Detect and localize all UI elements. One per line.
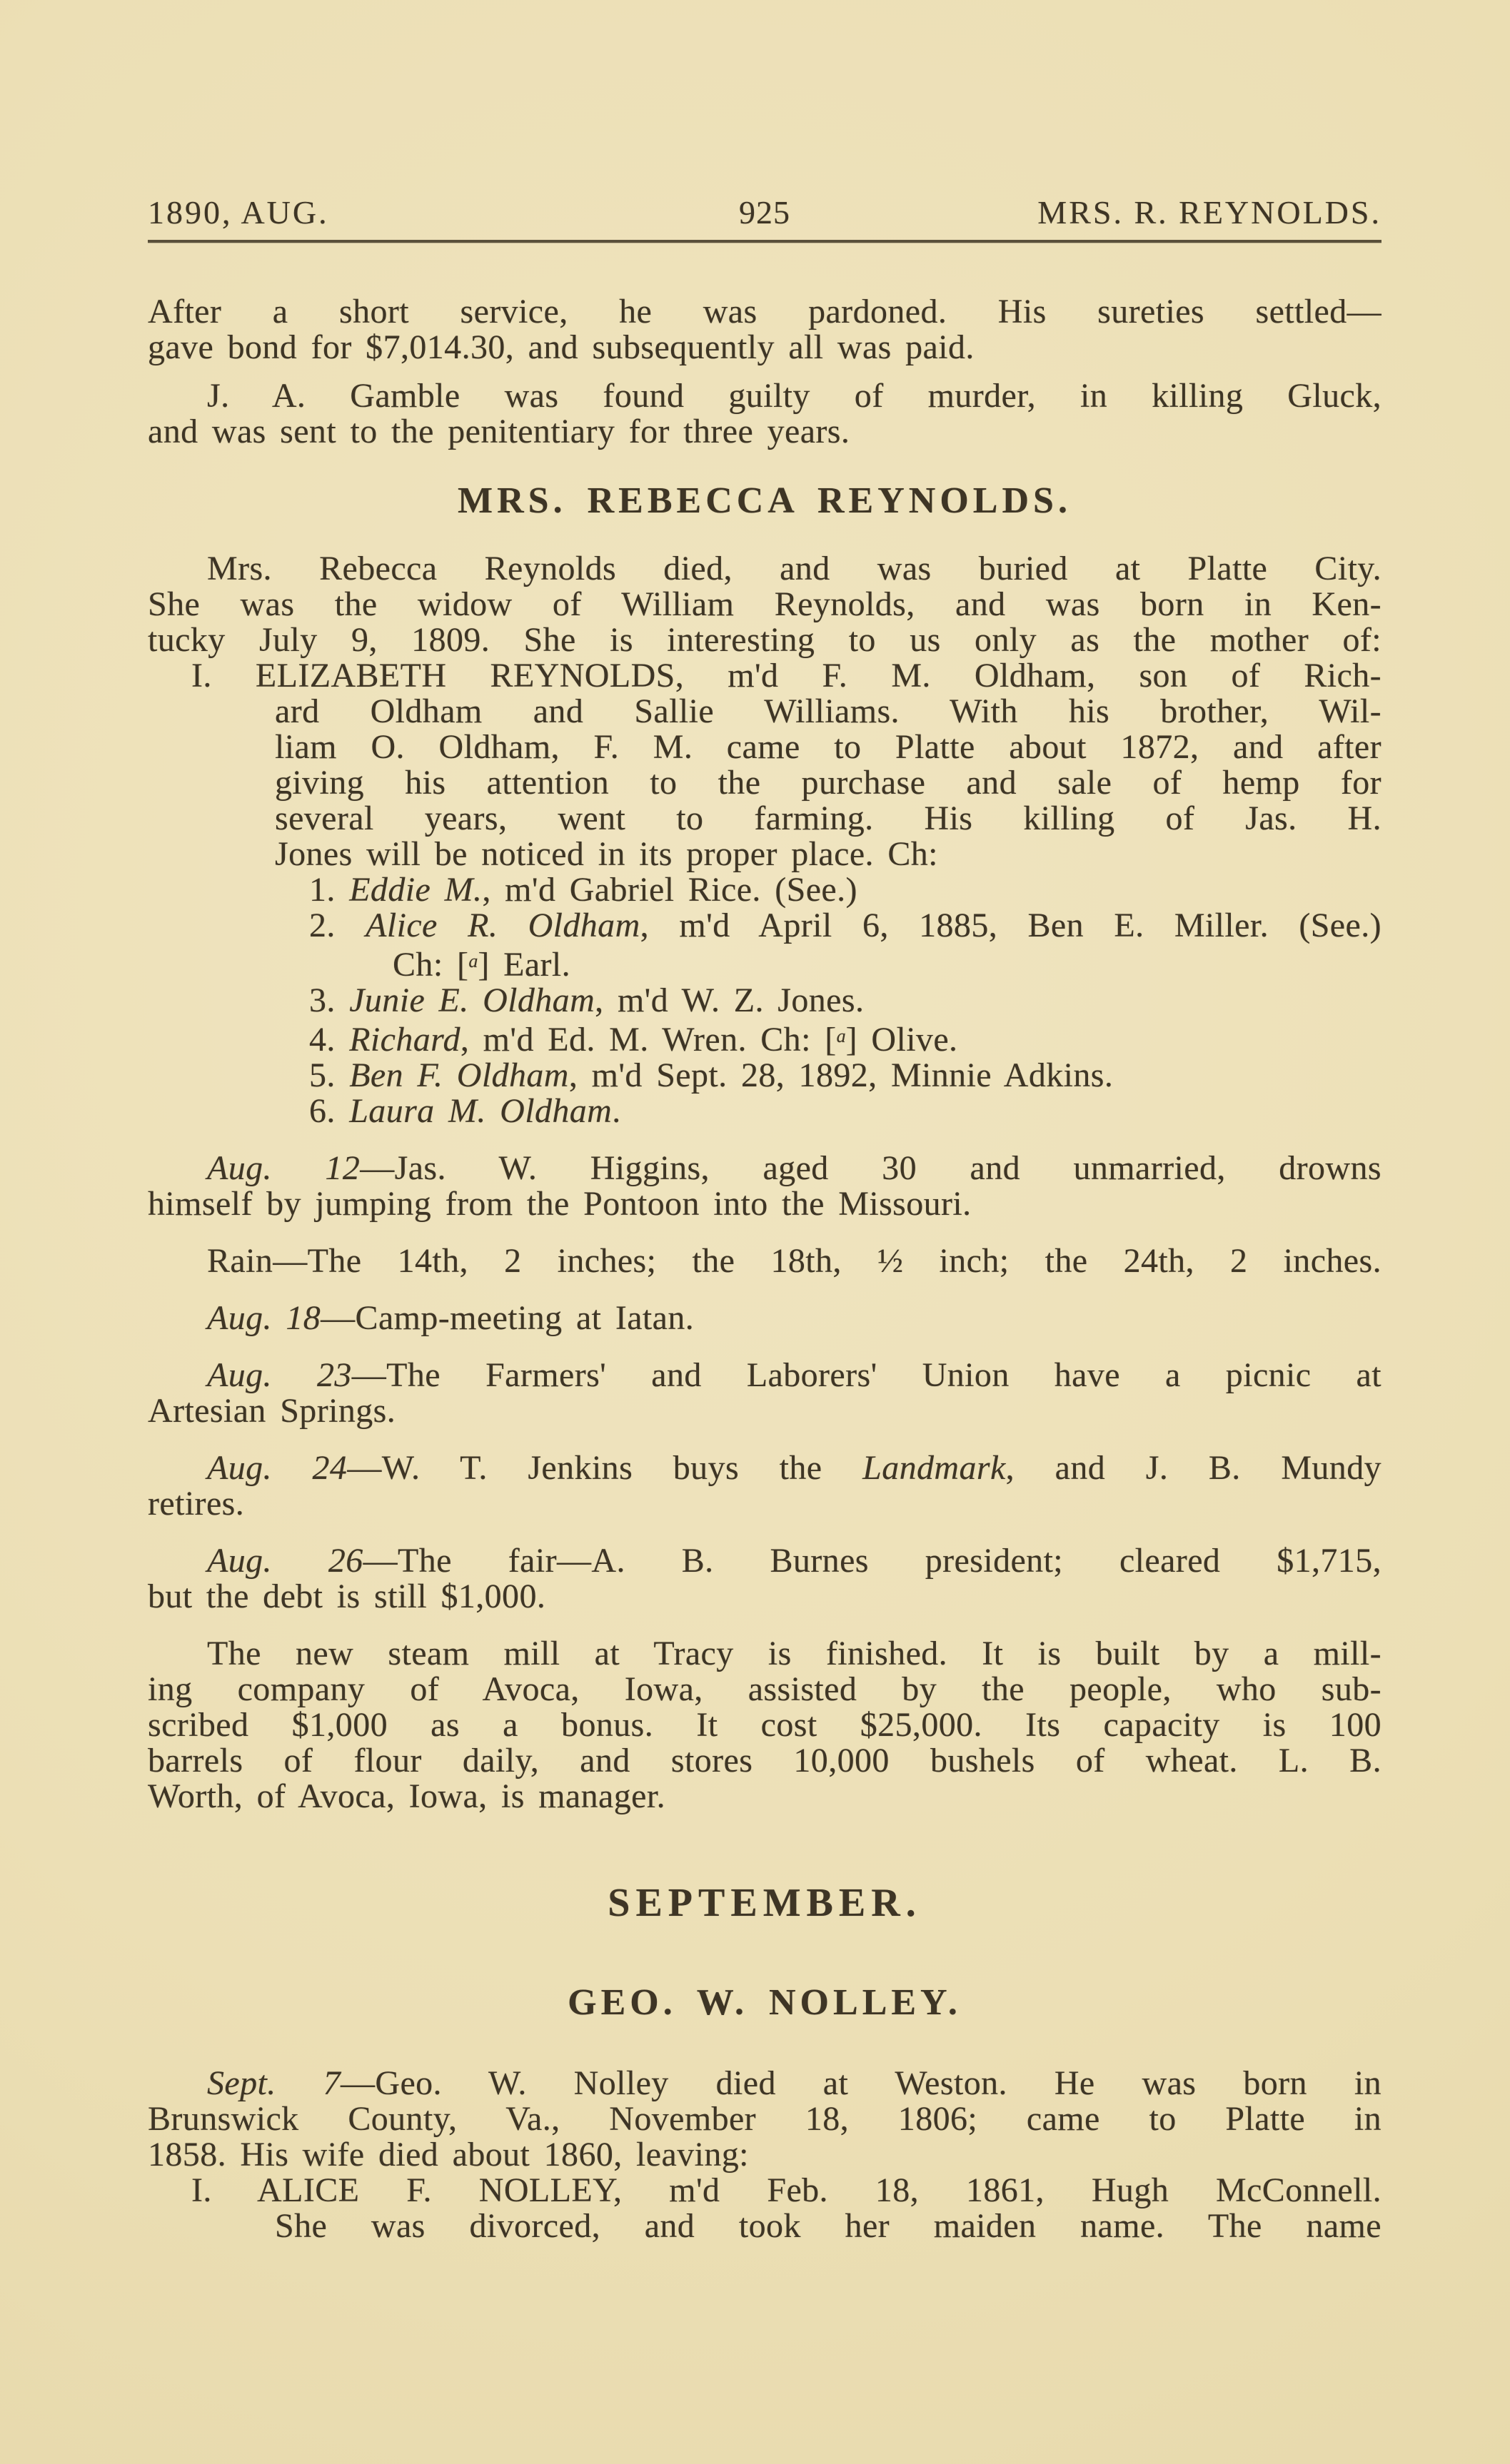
text-run: Rain—The 14th, 2 inches; the 18th, ½ inch; the 24th, 2 inches. <box>207 1242 1381 1280</box>
text-line <box>148 1358 1381 1393</box>
text-line <box>191 2171 1381 2209</box>
text-line <box>275 765 1381 801</box>
text-run: 4. <box>309 1021 350 1059</box>
text-run: The new steam mill at Tracy is finished. It is built by a mill- <box>207 1635 1381 1672</box>
text-line <box>393 944 1381 983</box>
text-run: Worth, of Avoca, Iowa, is manager. <box>148 1777 665 1815</box>
text-line <box>148 587 1381 622</box>
text-run: I. ELIZABETH REYNOLDS, m'd F. M. Oldham, son of Rich- <box>191 657 1381 695</box>
entry-aug-12 <box>148 1151 1381 1222</box>
text-line <box>148 330 1381 365</box>
text-line <box>309 1019 1381 1058</box>
text-run: I. ALICE F. NOLLEY, m'd Feb. 18, 1861, Hugh McConnell. <box>191 2171 1381 2209</box>
italic-text: Laura M. Oldham <box>349 1092 613 1130</box>
text-line <box>148 551 1381 587</box>
text-run: tucky July 9, 1809. She is interesting to us only as the mother of: <box>148 621 1381 659</box>
text-line <box>148 1301 1381 1336</box>
text-line <box>148 1981 1381 2024</box>
italic-text: Landmark <box>862 1449 1006 1487</box>
text-run: J. A. Gamble was found guilty of murder, in killing Gluck, <box>207 377 1381 415</box>
text-run: but the debt is still $1,000. <box>148 1577 546 1615</box>
page-content <box>148 194 1381 2244</box>
text-line <box>148 1186 1381 1222</box>
text-line <box>275 801 1381 837</box>
text-line <box>148 1151 1381 1186</box>
text-run: Jones will be noticed in its proper place. Ch: <box>275 835 938 873</box>
text-run: , and J. B. Mundy <box>1005 1449 1382 1487</box>
entry-aug-18 <box>148 1301 1381 1336</box>
text-run: gave bond for $7,014.30, and subsequently all was paid. <box>148 328 975 366</box>
text-line <box>148 1672 1381 1707</box>
text-run: liam O. Oldham, F. M. came to Platte about 1872, and after <box>275 728 1381 766</box>
text-run: —W. T. Jenkins buys the <box>347 1449 863 1487</box>
text-run: 3. <box>309 981 350 1019</box>
text-line <box>148 1707 1381 1743</box>
text-run: retires. <box>148 1485 245 1523</box>
child-item-6 <box>148 1094 1381 1129</box>
text-run: Mrs. Rebecca Reynolds died, and was buried at Platte City. <box>207 550 1381 587</box>
text-run: —The Farmers' and Laborers' Union have a picnic at <box>351 1356 1381 1394</box>
text-line <box>148 1543 1381 1579</box>
text-line <box>309 908 1381 944</box>
doc-body <box>148 294 1381 2244</box>
text-line <box>275 2208 1381 2244</box>
text-line <box>148 1450 1381 1486</box>
child-sub-earl <box>148 944 1381 983</box>
paragraph-pardoned <box>148 294 1381 365</box>
entry-alice-nolley <box>148 2173 1381 2244</box>
text-line <box>148 378 1381 414</box>
italic-text: Ben F. Oldham <box>349 1056 569 1094</box>
text-run: MRS. REBECCA REYNOLDS. <box>458 480 1072 521</box>
text-run: ard Oldham and Sallie Williams. With his brother, Wil- <box>275 692 1381 730</box>
italic-text: Eddie M. <box>349 871 483 909</box>
heading-september <box>148 1880 1381 1926</box>
italic-text: Aug. 24 <box>207 1449 348 1487</box>
text-run: . <box>612 1092 621 1130</box>
text-line <box>309 1094 1381 1129</box>
text-run: She was the widow of William Reynolds, and was born in Ken- <box>148 585 1381 623</box>
entry-aug-26 <box>148 1543 1381 1615</box>
text-line <box>309 983 1381 1019</box>
text-run: several years, went to farming. His killing of Jas. H. <box>275 799 1381 837</box>
text-line <box>148 1636 1381 1672</box>
child-item-5 <box>148 1058 1381 1094</box>
text-run: , m'd Gabriel Rice. (See.) <box>482 871 857 909</box>
text-run: barrels of flour daily, and stores 10,000 bushels of wheat. L. B. <box>148 1742 1381 1779</box>
text-run: ] Olive. <box>845 1021 958 1059</box>
text-run: Artesian Springs. <box>148 1392 396 1430</box>
paragraph-steam-mill <box>148 1636 1381 1814</box>
text-run: 2. <box>309 907 366 944</box>
italic-text: Richard <box>349 1021 460 1059</box>
text-run: Ch: [ <box>393 946 469 984</box>
text-run: SEPTEMBER. <box>608 1881 922 1925</box>
text-run: Brunswick County, Va., November 18, 1806; came to Platte in <box>148 2100 1381 2138</box>
text-line <box>148 2066 1381 2101</box>
text-line <box>148 1880 1381 1926</box>
text-line <box>148 1579 1381 1615</box>
heading-geo-nolley <box>148 1981 1381 2024</box>
text-line <box>148 414 1381 450</box>
paragraph-rebecca-bio <box>148 551 1381 658</box>
text-line <box>309 1058 1381 1094</box>
heading-rebecca-reynolds <box>148 480 1381 522</box>
text-run: ing company of Avoca, Iowa, assisted by the people, who sub- <box>148 1670 1381 1708</box>
text-run: —The fair—A. B. Burnes president; cleared $1,715, <box>363 1542 1381 1580</box>
entry-aug-23 <box>148 1358 1381 1429</box>
child-item-3 <box>148 983 1381 1019</box>
text-run: GEO. W. NOLLEY. <box>568 1982 962 2023</box>
child-item-1 <box>148 872 1381 908</box>
text-run: giving his attention to the purchase and sale of hemp for <box>275 764 1381 802</box>
text-line <box>148 1393 1381 1429</box>
footnote-marker: a <box>836 1026 846 1046</box>
text-run: —Jas. W. Higgins, aged 30 and unmarried, drowns <box>360 1149 1381 1187</box>
text-run: scribed $1,000 as a bonus. It cost $25,000. Its capacity is 100 <box>148 1706 1381 1744</box>
text-line <box>148 1743 1381 1779</box>
running-head-title: MRS. R. REYNOLDS. <box>1037 194 1381 231</box>
entry-rain <box>148 1243 1381 1279</box>
text-line <box>191 657 1381 695</box>
text-line <box>148 480 1381 522</box>
text-run: , m'd April 6, 1885, Ben E. Miller. (See.) <box>640 907 1381 944</box>
text-line <box>275 729 1381 765</box>
text-run: , m'd W. Z. Jones. <box>595 981 865 1019</box>
italic-text: Aug. 18 <box>207 1299 321 1337</box>
text-line <box>148 2101 1381 2137</box>
text-run: —Camp-meeting at Iatan. <box>321 1299 695 1337</box>
child-item-4 <box>148 1019 1381 1058</box>
text-run: —Geo. W. Nolley died at Weston. He was born in <box>340 2064 1381 2102</box>
entry-sept-7 <box>148 2066 1381 2173</box>
paragraph-gamble <box>148 378 1381 450</box>
text-run: , m'd Sept. 28, 1892, Minnie Adkins. <box>568 1056 1114 1094</box>
text-run: ] Earl. <box>478 946 571 984</box>
text-line <box>309 872 1381 908</box>
text-line <box>148 1486 1381 1522</box>
text-line <box>275 694 1381 729</box>
text-line <box>275 837 1381 872</box>
entry-aug-24 <box>148 1450 1381 1522</box>
text-run: 1858. His wife died about 1860, leaving: <box>148 2136 749 2173</box>
text-run: himself by jumping from the Pontoon into the Missouri. <box>148 1185 972 1223</box>
text-line <box>148 2137 1381 2173</box>
entry-elizabeth-reynolds <box>148 658 1381 872</box>
head-rule <box>148 240 1381 243</box>
text-run: 6. <box>309 1092 350 1130</box>
italic-text: Sept. 7 <box>207 2064 341 2102</box>
child-item-2 <box>148 908 1381 944</box>
text-line <box>148 1243 1381 1279</box>
text-run: and was sent to the penitentiary for three years. <box>148 413 850 450</box>
italic-text: Alice R. Oldham <box>366 907 640 944</box>
italic-text: Aug. 26 <box>207 1542 363 1580</box>
text-line <box>148 294 1381 330</box>
text-run: She was divorced, and took her maiden name. The name <box>275 2207 1381 2245</box>
italic-text: Aug. 23 <box>207 1356 352 1394</box>
text-line <box>148 622 1381 658</box>
running-head-date: 1890, AUG. <box>148 194 329 231</box>
footnote-marker: a <box>468 951 478 971</box>
text-run: 5. <box>309 1056 350 1094</box>
text-run: , m'd Ed. M. Wren. Ch: [ <box>460 1021 837 1059</box>
text-run: 1. <box>309 871 350 909</box>
italic-text: Aug. 12 <box>207 1149 361 1187</box>
italic-text: Junie E. Oldham <box>349 981 595 1019</box>
text-line <box>148 1779 1381 1814</box>
page-number: 925 <box>739 194 790 231</box>
text-run: After a short service, he was pardoned. His sureties settled— <box>148 293 1381 330</box>
